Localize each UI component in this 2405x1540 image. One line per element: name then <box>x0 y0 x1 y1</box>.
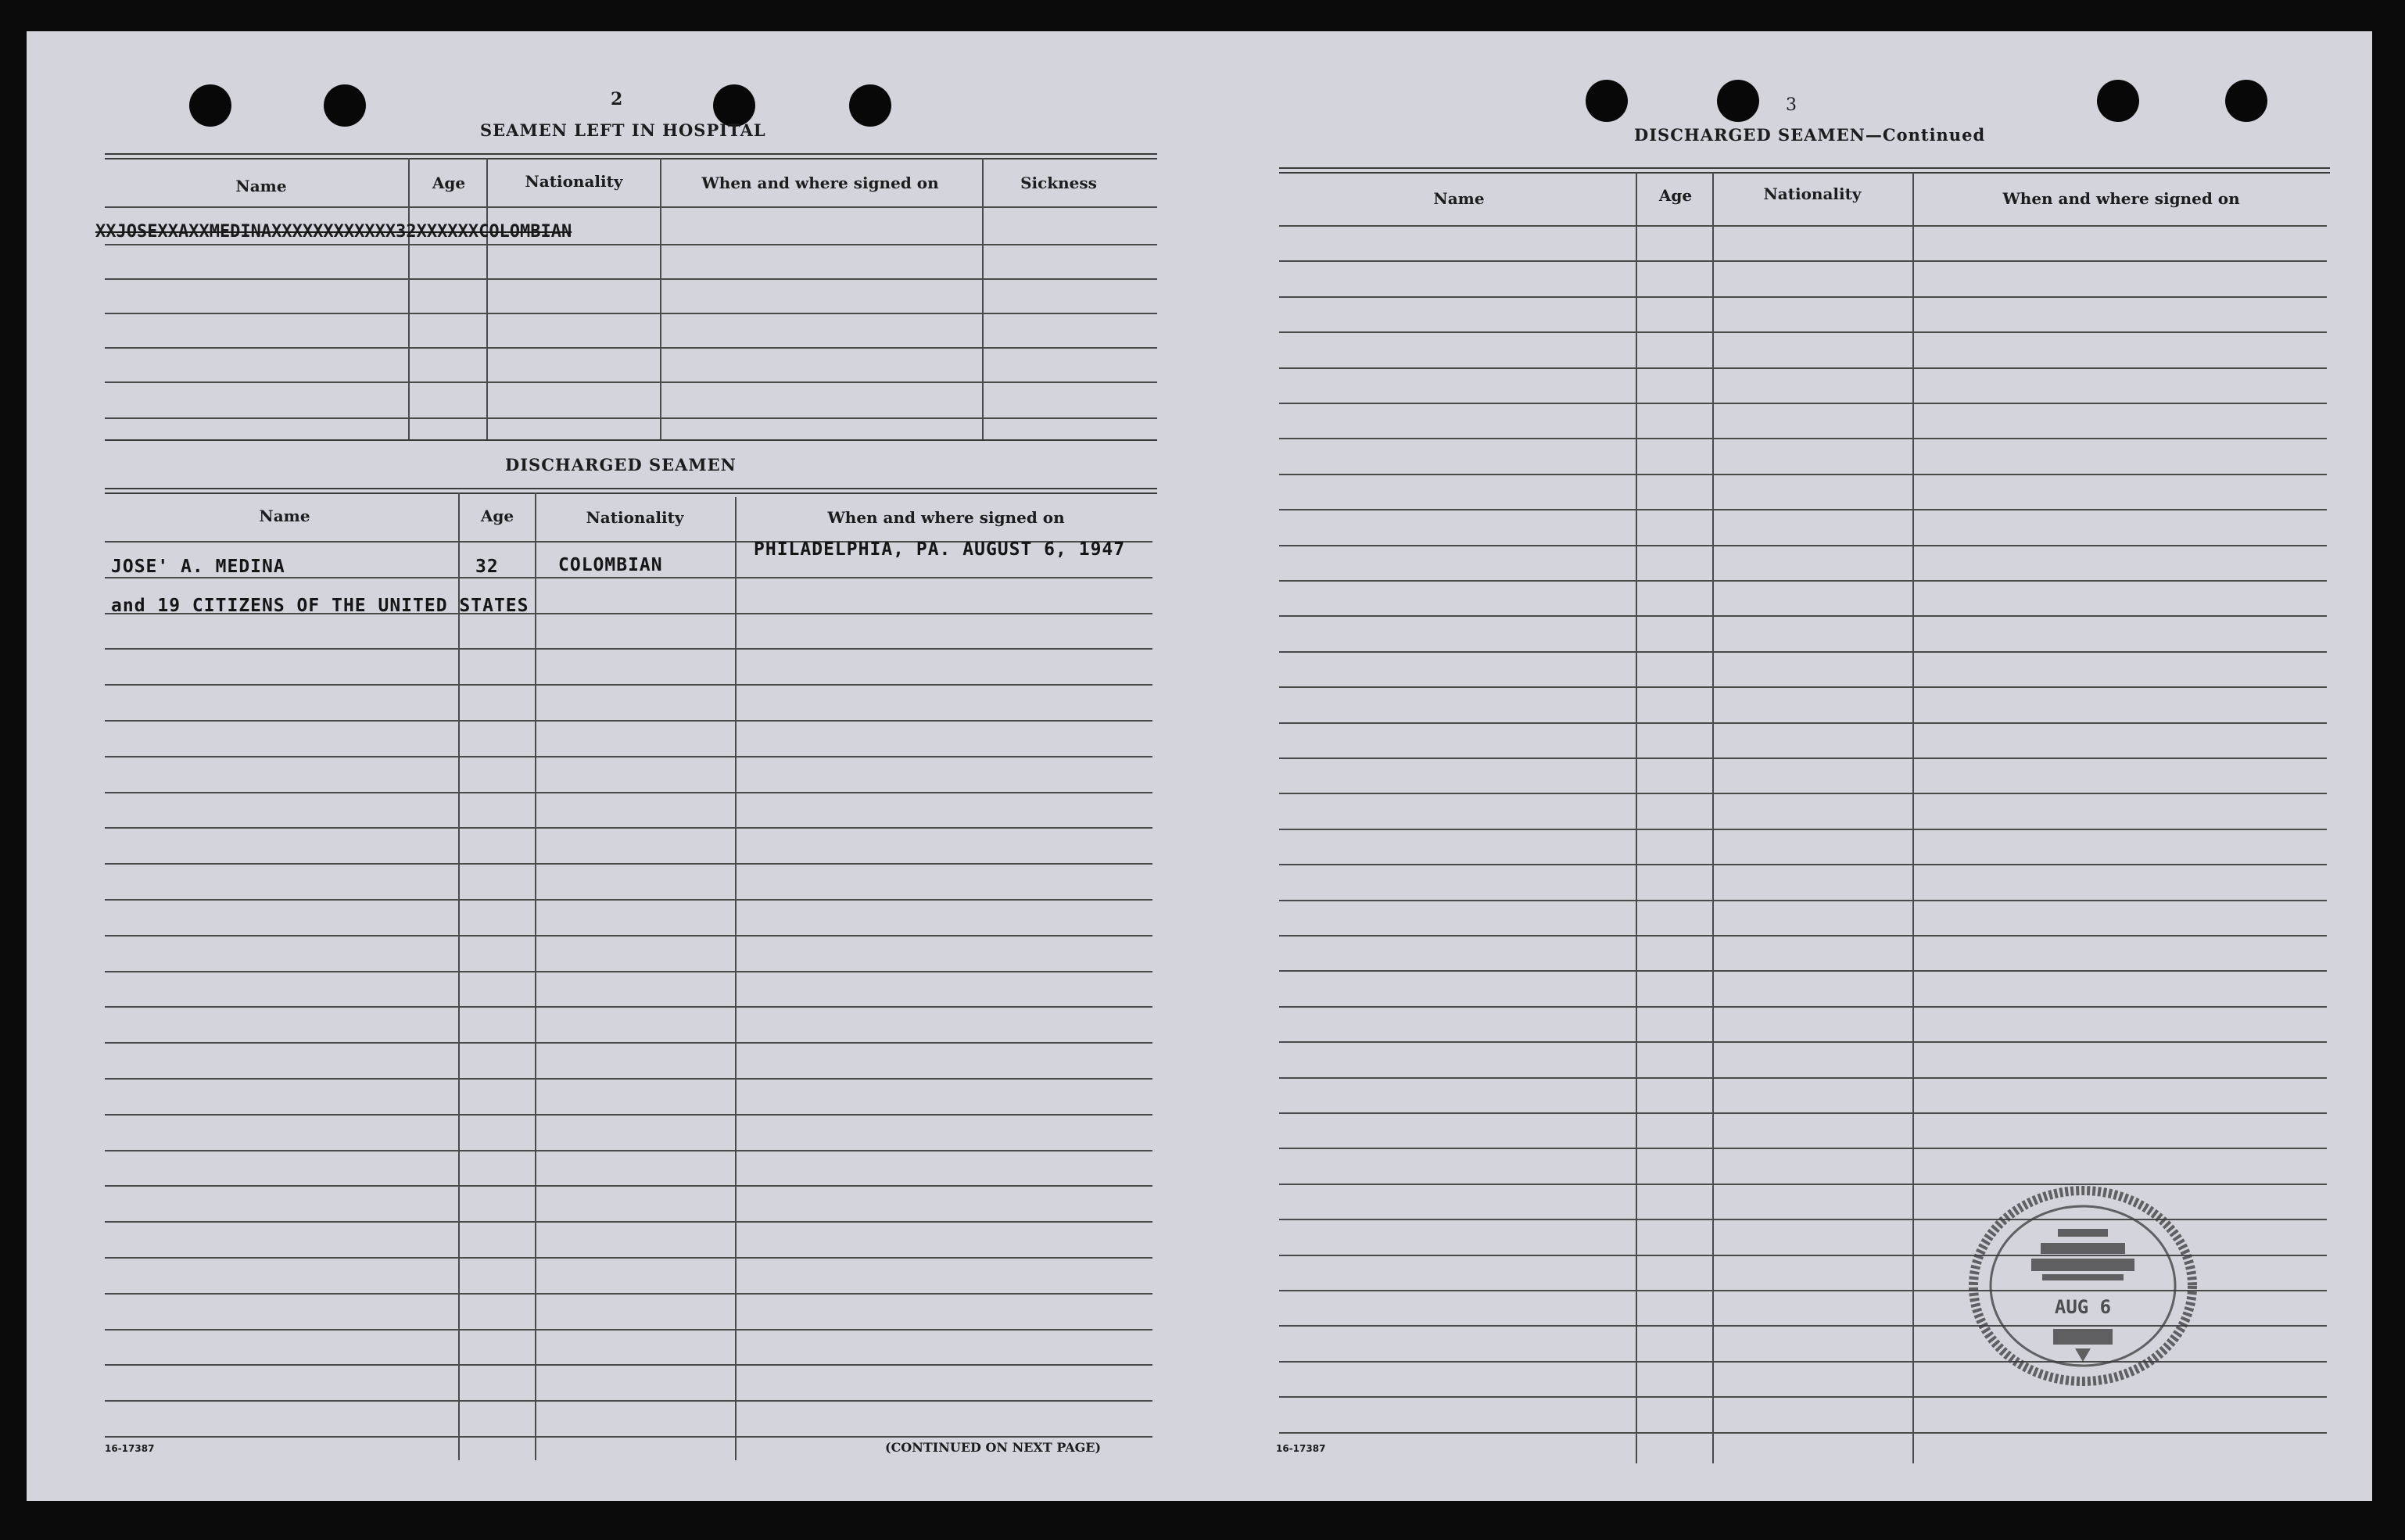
ruled-line <box>105 684 1152 686</box>
ruled-line <box>105 720 1152 722</box>
ruled-line <box>1279 970 2327 972</box>
col-header-nationality: Nationality <box>525 172 623 191</box>
ruled-line <box>1279 1077 2327 1079</box>
ruled-line <box>1279 829 2327 830</box>
immigration-stamp-icon <box>1966 1180 2200 1391</box>
ruled-line <box>1279 615 2327 617</box>
col-header-name: Name <box>235 177 287 195</box>
ruled-line <box>1279 367 2327 369</box>
ruled-line <box>105 827 1152 829</box>
ruled-line <box>105 1114 1152 1116</box>
ruled-line <box>1279 793 2327 794</box>
ruled-line <box>1279 1041 2327 1043</box>
seaman-name: JOSE' A. MEDINA <box>111 557 285 577</box>
stamp-date: AUG 6 <box>2054 1296 2112 1318</box>
ruled-line <box>1279 651 2327 653</box>
punch-hole <box>189 84 231 127</box>
ruled-line <box>1279 935 2327 937</box>
ruled-line <box>1279 474 2327 475</box>
seaman-signed-on: PHILADELPHIA, PA. AUGUST 6, 1947 <box>754 539 1126 560</box>
ruled-line <box>105 1006 1152 1008</box>
document-sheet <box>27 31 2372 1501</box>
ruled-line <box>1279 545 2327 546</box>
ruled-line <box>1279 900 2327 901</box>
ruled-line <box>1279 331 2327 333</box>
col-header-age: Age <box>1658 186 1693 205</box>
col-header-nationality: Nationality <box>1763 184 1862 203</box>
punch-hole <box>1717 80 1759 122</box>
ruled-line <box>1279 260 2327 262</box>
seaman-age: 32 <box>475 557 499 577</box>
col-header-sickness: Sickness <box>1020 174 1097 192</box>
page-number: 2 <box>611 89 623 109</box>
ruled-line <box>1279 403 2327 404</box>
seaman-name: and 19 CITIZENS OF THE UNITED STATES <box>111 596 529 616</box>
col-header-nationality: Nationality <box>586 508 684 527</box>
ruled-line <box>105 577 1152 578</box>
ruled-line <box>105 1042 1152 1044</box>
continued-section-title: DISCHARGED SEAMEN—Continued <box>1634 125 1986 145</box>
ruled-line <box>1279 1148 2327 1149</box>
ruled-line <box>105 935 1152 937</box>
ruled-line <box>1279 864 2327 865</box>
ruled-line <box>1279 296 2327 298</box>
punch-hole <box>2225 80 2267 122</box>
seaman-nationality: COLOMBIAN <box>558 555 663 575</box>
ruled-line <box>1279 757 2327 759</box>
discharged-section-title: DISCHARGED SEAMEN <box>505 455 737 475</box>
ruled-line <box>105 1221 1152 1223</box>
ruled-line <box>105 1400 1152 1402</box>
hospital-section-title: SEAMEN LEFT IN HOSPITAL <box>480 120 766 140</box>
col-header-age: Age <box>432 174 466 192</box>
ruled-line <box>105 1078 1152 1080</box>
ruled-line <box>105 1257 1152 1259</box>
ruled-line <box>1279 580 2327 582</box>
ruled-line <box>105 899 1152 901</box>
punch-hole <box>1586 80 1628 122</box>
punch-hole <box>849 84 891 127</box>
ruled-line <box>105 1293 1152 1295</box>
continued-note: (CONTINUED ON NEXT PAGE) <box>885 1440 1102 1455</box>
punch-hole <box>2097 80 2139 122</box>
ruled-line <box>1279 438 2327 439</box>
ruled-line <box>105 792 1152 793</box>
col-header-age: Age <box>480 507 514 525</box>
col-header-name: Name <box>1433 189 1485 208</box>
col-header-signed-on: When and where signed on <box>2002 189 2240 208</box>
ruled-line <box>105 1436 1152 1438</box>
ruled-line <box>1279 1396 2327 1398</box>
ruled-line <box>1279 722 2327 724</box>
col-header-signed-on: When and where signed on <box>827 508 1065 527</box>
ruled-line <box>105 863 1152 865</box>
ruled-line <box>105 1329 1152 1330</box>
ruled-line <box>105 648 1152 650</box>
ruled-line <box>105 971 1152 972</box>
ruled-line <box>105 1150 1152 1151</box>
punch-hole <box>324 84 366 127</box>
col-header-name: Name <box>259 507 310 525</box>
ruled-line <box>1279 1006 2327 1008</box>
ruled-line <box>105 1185 1152 1187</box>
struck-entry: XXJOSEXXAXXMEDINAXXXXXXXXXXXX32XXXXXXCOLOMBIAN <box>95 222 572 242</box>
ruled-line <box>1279 686 2327 688</box>
ruled-line <box>105 1364 1152 1366</box>
page-number: 3 <box>1786 95 1797 115</box>
ruled-line <box>105 756 1152 757</box>
ruled-line <box>1279 1432 2327 1434</box>
form-number: 16-17387 <box>1276 1443 1326 1454</box>
form-number: 16-17387 <box>105 1443 155 1454</box>
ruled-line <box>1279 1112 2327 1114</box>
ruled-line <box>1279 509 2327 510</box>
col-header-signed-on: When and where signed on <box>701 174 939 192</box>
ruled-line <box>1279 225 2327 227</box>
